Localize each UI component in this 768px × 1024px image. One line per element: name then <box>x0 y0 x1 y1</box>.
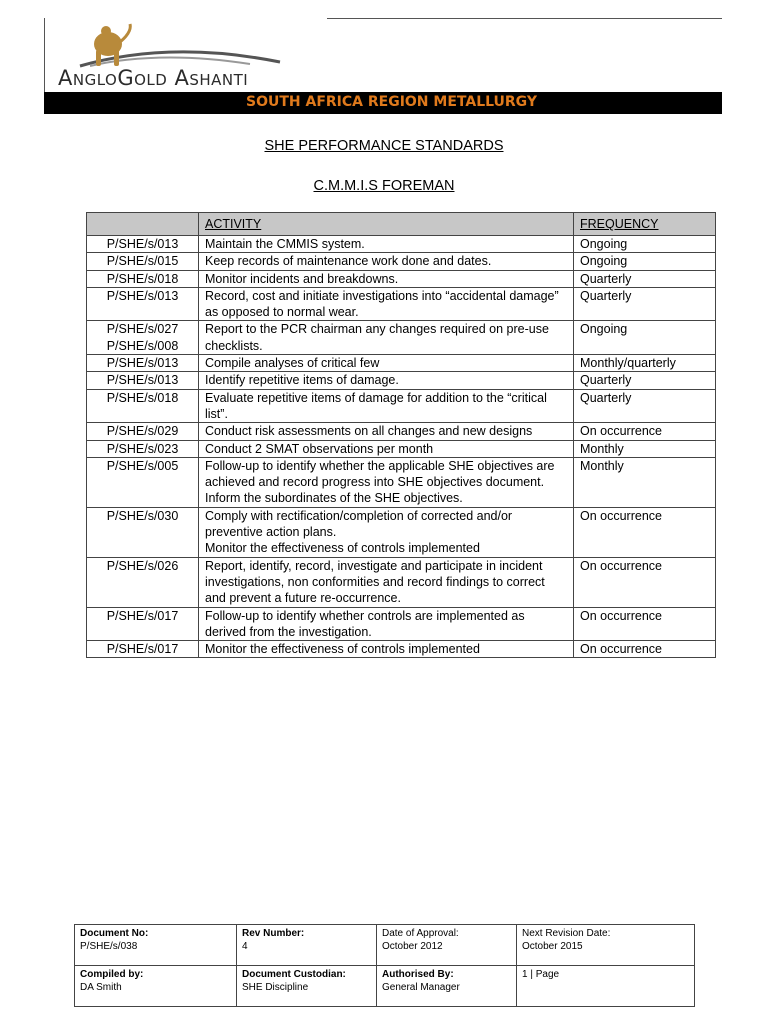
table-row <box>87 641 716 658</box>
compiled-label: Compiled by: <box>80 969 144 980</box>
table-row <box>87 355 716 372</box>
logo-wordmark: AngloGold Ashanti <box>58 66 249 90</box>
column-header-code <box>87 213 199 236</box>
approval-label: Date of Approval: <box>382 928 459 939</box>
document-header <box>44 18 722 114</box>
code-cell: P/SHE/s/029 <box>87 423 199 440</box>
table-row <box>87 423 716 440</box>
doc-no-label: Document No: <box>80 928 149 939</box>
frequency-cell: Quarterly <box>574 270 716 287</box>
table-row <box>87 287 716 321</box>
lion-logo-icon <box>50 22 290 72</box>
header-rule-top <box>327 18 722 19</box>
code-cell: P/SHE/s/005 <box>87 457 199 507</box>
table-row <box>87 507 716 557</box>
activity-cell: Conduct risk assessments on all changes and new designs <box>199 423 574 440</box>
table-row <box>87 270 716 287</box>
code-cell: P/SHE/s/027 P/SHE/s/008 <box>87 321 199 355</box>
footer-row <box>75 966 695 1007</box>
next-rev-value: October 2015 <box>522 941 583 952</box>
footer-doc-no <box>75 925 237 966</box>
activity-cell: Keep records of maintenance work done and dates. <box>199 253 574 270</box>
rev-value: 4 <box>242 941 248 952</box>
footer-authorised <box>377 966 517 1007</box>
doc-no-value: P/SHE/s/038 <box>80 941 138 952</box>
table-row <box>87 372 716 389</box>
frequency-cell: Monthly <box>574 457 716 507</box>
authorised-value: General Manager <box>382 982 460 993</box>
frequency-cell: Ongoing <box>574 253 716 270</box>
activity-cell: Maintain the CMMIS system. <box>199 236 574 253</box>
table-header-row <box>87 213 716 236</box>
approval-value: October 2012 <box>382 941 443 952</box>
footer-custodian <box>237 966 377 1007</box>
frequency-cell: Quarterly <box>574 287 716 321</box>
frequency-cell: On occurrence <box>574 423 716 440</box>
activity-cell: Follow-up to identify whether controls are implemented as derived from the investigation. <box>199 607 574 641</box>
document-footer-table <box>74 924 695 1007</box>
custodian-label: Document Custodian: <box>242 969 346 980</box>
footer-approval <box>377 925 517 966</box>
code-cell: P/SHE/s/018 <box>87 389 199 423</box>
rev-label: Rev Number: <box>242 928 305 939</box>
footer-next-rev <box>517 925 695 966</box>
code-cell: P/SHE/s/017 <box>87 641 199 658</box>
frequency-cell: On occurrence <box>574 557 716 607</box>
activity-cell: Report, identify, record, investigate and participate in incident investigations, non conformities and record findings to correct and prevent a future re-occurrence. <box>199 557 574 607</box>
frequency-cell: On occurrence <box>574 641 716 658</box>
page-number: 1 | Page <box>522 969 560 980</box>
frequency-cell: Monthly/quarterly <box>574 355 716 372</box>
code-cell: P/SHE/s/013 <box>87 287 199 321</box>
footer-compiled <box>75 966 237 1007</box>
table-row <box>87 607 716 641</box>
code-cell: P/SHE/s/018 <box>87 270 199 287</box>
code-cell: P/SHE/s/013 <box>87 355 199 372</box>
table-row <box>87 389 716 423</box>
frequency-cell: Ongoing <box>574 236 716 253</box>
region-banner <box>44 92 722 114</box>
code-cell: P/SHE/s/013 <box>87 372 199 389</box>
code-cell: P/SHE/s/015 <box>87 253 199 270</box>
activity-cell: Report to the PCR chairman any changes required on pre-use checklists. <box>199 321 574 355</box>
page-title: SHE PERFORMANCE STANDARDS <box>264 138 504 154</box>
code-cell: P/SHE/s/026 <box>87 557 199 607</box>
activity-cell: Comply with rectification/completion of corrected and/or preventive action plans. Monitor the effectiveness of controls implemented <box>199 507 574 557</box>
code-cell: P/SHE/s/013 <box>87 236 199 253</box>
column-header-frequency: FREQUENCY <box>574 213 716 236</box>
code-cell: P/SHE/s/030 <box>87 507 199 557</box>
company-logo <box>50 22 290 92</box>
activity-cell: Compile analyses of critical few <box>199 355 574 372</box>
frequency-cell: On occurrence <box>574 607 716 641</box>
standards-table <box>86 212 716 658</box>
activity-cell: Identify repetitive items of damage. <box>199 372 574 389</box>
code-cell: P/SHE/s/023 <box>87 440 199 457</box>
authorised-label: Authorised By: <box>382 969 454 980</box>
table-row <box>87 236 716 253</box>
region-title: SOUTH AFRICA REGION METALLURGY <box>246 94 538 110</box>
frequency-cell: Quarterly <box>574 389 716 423</box>
table-row <box>87 321 716 355</box>
activity-cell: Evaluate repetitive items of damage for addition to the “critical list”. <box>199 389 574 423</box>
frequency-cell: Monthly <box>574 440 716 457</box>
activity-cell: Monitor the effectiveness of controls implemented <box>199 641 574 658</box>
page-subtitle: C.M.M.I.S FOREMAN <box>313 178 455 194</box>
frequency-cell: Ongoing <box>574 321 716 355</box>
header-rule-left <box>44 18 45 92</box>
activity-cell: Monitor incidents and breakdowns. <box>199 270 574 287</box>
custodian-value: SHE Discipline <box>242 982 309 993</box>
activity-cell: Record, cost and initiate investigations into “accidental damage” as opposed to normal wear. <box>199 287 574 321</box>
footer-page <box>517 966 695 1007</box>
table-row <box>87 253 716 270</box>
activity-cell: Follow-up to identify whether the applicable SHE objectives are achieved and record progress into SHE objectives document. Inform the subordinates of the SHE objectives. <box>199 457 574 507</box>
next-rev-label: Next Revision Date: <box>522 928 611 939</box>
footer-rev <box>237 925 377 966</box>
frequency-cell: On occurrence <box>574 507 716 557</box>
frequency-cell: Quarterly <box>574 372 716 389</box>
table-row <box>87 440 716 457</box>
column-header-activity: ACTIVITY <box>199 213 574 236</box>
table-row <box>87 557 716 607</box>
footer-row <box>75 925 695 966</box>
code-cell: P/SHE/s/017 <box>87 607 199 641</box>
table-row <box>87 457 716 507</box>
compiled-value: DA Smith <box>80 982 122 993</box>
activity-cell: Conduct 2 SMAT observations per month <box>199 440 574 457</box>
